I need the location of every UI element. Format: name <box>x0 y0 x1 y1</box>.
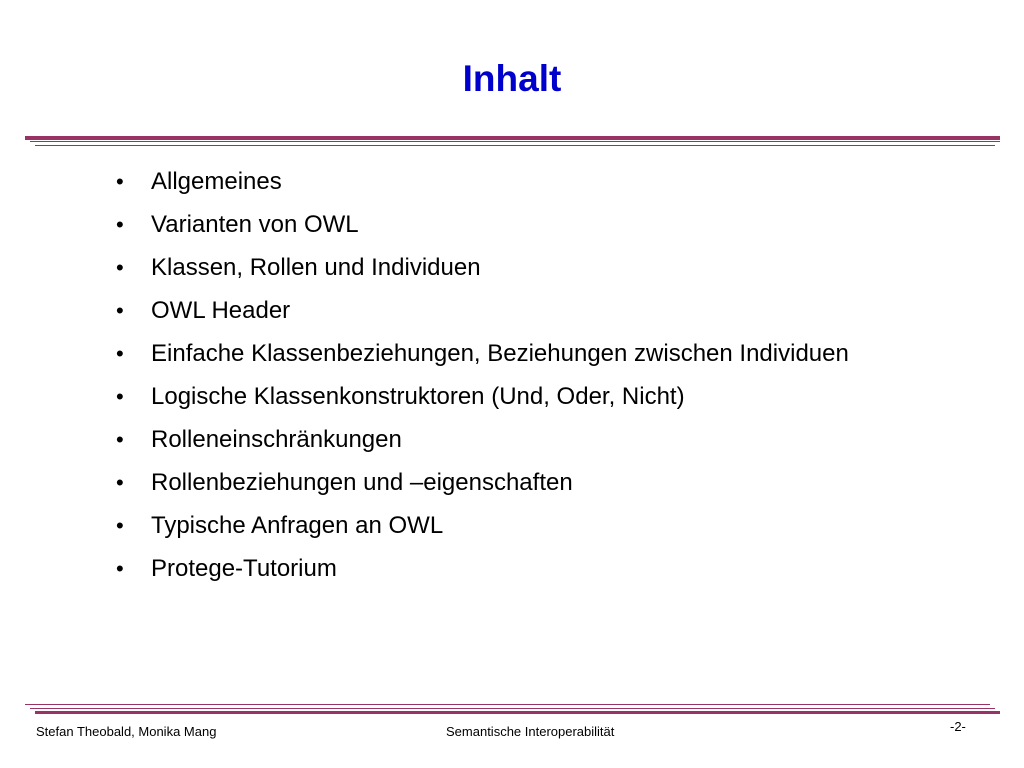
slide-title: Inhalt <box>462 58 562 99</box>
content-bullet-list <box>112 169 912 599</box>
footer-divider-thin <box>25 704 990 705</box>
bullet-text: Allgemeines <box>151 168 282 195</box>
title-divider-thick <box>25 136 1000 140</box>
bullet-icon: • <box>116 470 124 495</box>
bullet-item <box>112 556 912 581</box>
title-divider-thin <box>35 145 995 146</box>
bullet-icon: • <box>116 341 124 366</box>
bullet-item <box>112 212 912 237</box>
bullet-icon: • <box>116 169 124 194</box>
bullet-item <box>112 169 912 194</box>
bullet-item <box>112 513 912 538</box>
bullet-item <box>112 298 912 323</box>
bullet-item <box>112 384 912 409</box>
footer-authors: Stefan Theobald, Monika Mang <box>36 724 217 739</box>
footer-divider-thin <box>30 708 995 709</box>
bullet-item <box>112 255 912 280</box>
bullet-text: Rollenbeziehungen und –eigenschaften <box>151 469 573 496</box>
bullet-item <box>112 341 912 366</box>
bullet-icon: • <box>116 255 124 280</box>
bullet-text: Typische Anfragen an OWL <box>151 512 444 539</box>
bullet-icon: • <box>116 384 124 409</box>
bullet-text: Rolleneinschränkungen <box>151 426 402 453</box>
bullet-icon: • <box>116 298 124 323</box>
bullet-text: Klassen, Rollen und Individuen <box>151 254 481 281</box>
bullet-text: Varianten von OWL <box>151 211 359 238</box>
bullet-item <box>112 470 912 495</box>
bullet-text: Logische Klassenkonstruktoren (Und, Oder, Nicht) <box>151 383 685 410</box>
bullet-icon: • <box>116 513 124 538</box>
bullet-text: Einfache Klassenbeziehungen, Beziehungen zwischen Individuen <box>151 340 849 367</box>
page-number: -2- <box>950 719 966 734</box>
bullet-text: OWL Header <box>151 297 291 324</box>
bullet-item <box>112 427 912 452</box>
title-divider-thin <box>30 141 1000 142</box>
bullet-text: Protege-Tutorium <box>151 555 337 582</box>
footer-course-title: Semantische Interoperabilität <box>446 724 615 739</box>
footer-divider-thick <box>35 711 1000 714</box>
bullet-icon: • <box>116 556 124 581</box>
bullet-icon: • <box>116 427 124 452</box>
bullet-icon: • <box>116 212 124 237</box>
